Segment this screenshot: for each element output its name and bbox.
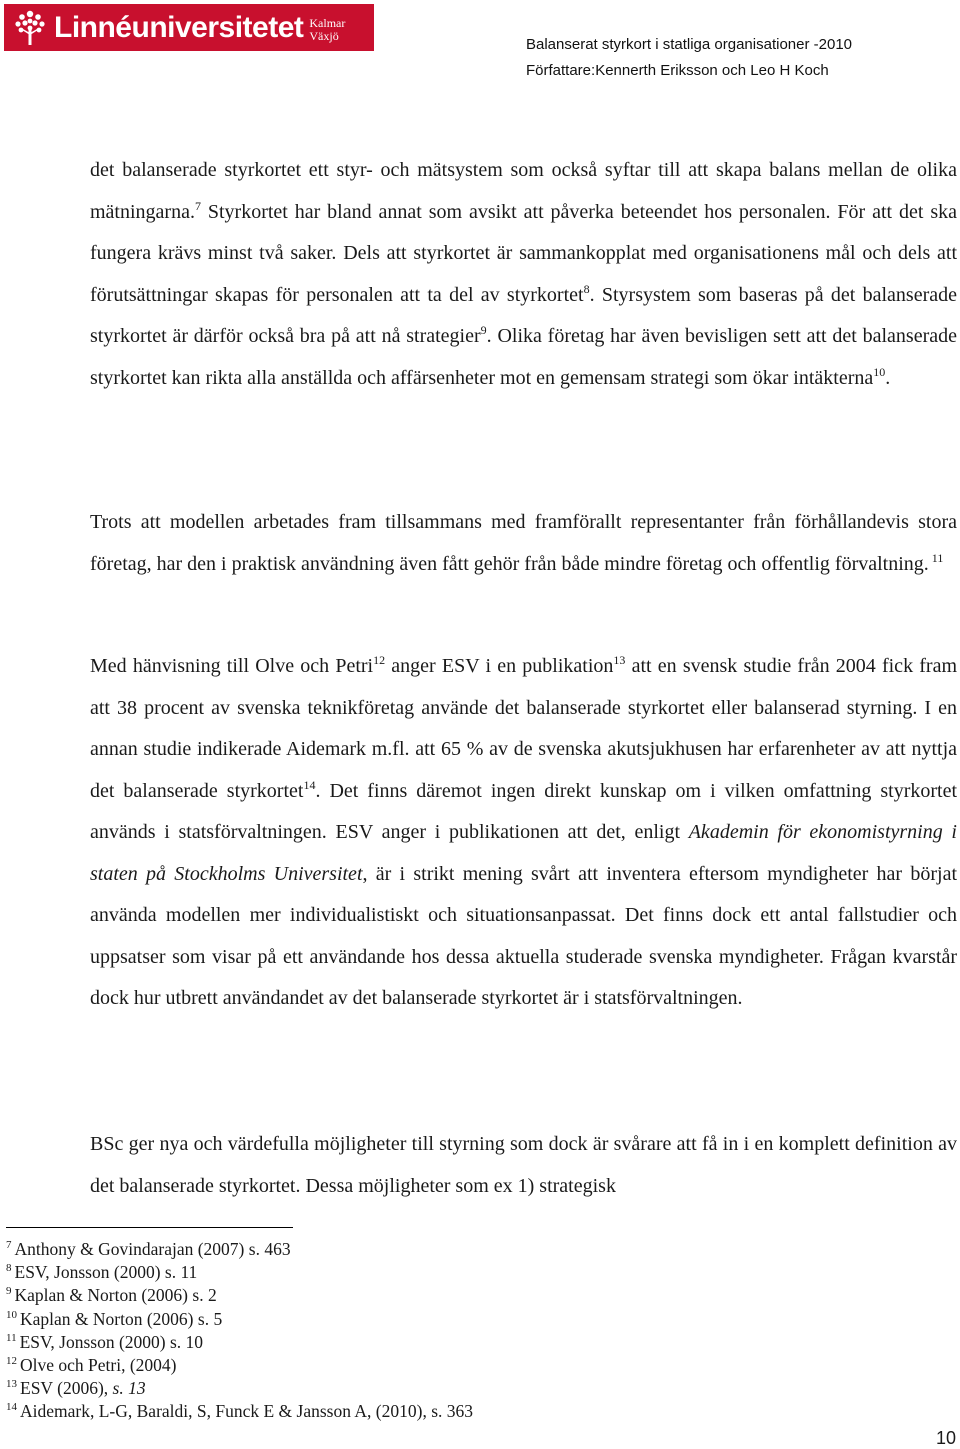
footnote-item [6, 1238, 473, 1261]
footnote-text: Aidemark, L-G, Baraldi, S, Funck E & Jansson A, (2010), s. 363 [20, 1401, 474, 1422]
header-authors: Författare:Kennerth Eriksson och Leo H Koch [526, 62, 829, 79]
italic-reference: Akademin för ekonomistyrning i staten på Stockholms Universitet [90, 821, 957, 885]
footnote-text: Kaplan & Norton (2006) s. 2 [14, 1285, 217, 1306]
footnote-ref-8[interactable]: 8 [583, 281, 590, 296]
text-span: det balanserade styrkortet ett styr- och mätsystem som också syftar till att skapa balans mellan de olika mätningarna. [90, 159, 957, 223]
text-span: Trots att modellen arbetades fram tillsammans med framförallt representanter från förhållandevis stora företag, har den i praktisk användning även fått gehör från både mindre företag och offentlig förvaltning. [90, 511, 957, 575]
page-number: 10 [935, 1428, 956, 1448]
footnote-italic: s. 13 [112, 1378, 146, 1399]
footnote-ref-7[interactable]: 7 [194, 198, 201, 213]
footnote-number: 14 [6, 1401, 17, 1414]
footnote-ref-12[interactable]: 12 [373, 653, 386, 667]
footnote-item [6, 1284, 473, 1307]
footnote-text: ESV (2006), [20, 1378, 113, 1399]
footnote-text: ESV, Jonsson (2000) s. 10 [19, 1331, 204, 1352]
footnotes-list [6, 1238, 473, 1424]
text-span: BSc ger nya och värdefulla möjligheter till styrning som dock är svårare att få in i en komplett definition av det balanserade styrkortet. Dessa möjligheter som ex 1) strategisk [90, 1133, 957, 1197]
paragraph-1 [90, 150, 957, 399]
footnote-number: 12 [6, 1355, 17, 1368]
text-span: . Olika företag har även bevisligen sett att det balanserade styrkortet kan rikta alla anställda och affärsenheter mot en gemensam strategi som ökar intäkterna [90, 325, 957, 389]
logo-campus-vaxjo: Växjö [309, 28, 339, 43]
text-span: Med hänvisning till Olve och Petri [90, 655, 374, 677]
text-span: , är i strikt mening svårt att inventera eftersom myndigheter har börjat använda modellen mer individualistiskt och situationsanpassat. Det finns dock ett antal fallstudier och uppsatser som visar på ett användande hos dessa aktuella studerade svenska myndigheter. Frågan kvarstår dock hur utbrett användandet av det balanserade styrkortet är i statsförvaltningen. [90, 862, 957, 1009]
text-span: att en svensk studie från 2004 fick fram att 38 procent av svenska teknikföretag använde det balanserade styrkortet eller balanserad styrning. I en annan studie indikerade Aidemark m.fl. att 65 % av de svenska akutsjukhusen har erfarenheter av att nyttja det balanserade styrkortet [90, 655, 958, 802]
logo-campus-kalmar: Kalmar [309, 15, 346, 30]
university-logo [4, 4, 374, 51]
footnote-number: 7 [6, 1239, 12, 1251]
text-span: anger ESV i en publikation [385, 655, 614, 677]
paragraph-3 [90, 646, 957, 1020]
logo-campuses [309, 17, 345, 43]
footnote-text: Olve och Petri, (2004) [20, 1355, 177, 1376]
footnote-number: 13 [6, 1378, 17, 1391]
paragraph-2 [90, 502, 957, 585]
footnote-item [6, 1354, 473, 1377]
footnote-text: Anthony & Govindarajan (2007) s. 463 [14, 1239, 291, 1259]
tree-logo-icon [12, 8, 48, 48]
text-span: . Styrsystem som baseras på det balanserade styrkortet är därför också bra på att nå strategier [90, 283, 957, 347]
footnote-ref-9[interactable]: 9 [480, 323, 487, 337]
footnote-text: ESV, Jonsson (2000) s. 11 [14, 1262, 198, 1283]
footnote-ref-11[interactable]: 11 [928, 550, 944, 565]
footnote-item [6, 1308, 473, 1331]
footnote-number: 8 [6, 1262, 12, 1275]
header-title: Balanserat styrkort i statliga organisationer -2010 [526, 36, 853, 53]
text-span: . Det finns däremot ingen direkt kunskap om i vilken omfattning styrkortet används i statsförvaltningen. ESV anger i publikationen att det, enligt [90, 779, 958, 843]
footnote-ref-14[interactable]: 14 [303, 777, 316, 792]
footnote-text: Kaplan & Norton (2006) s. 5 [20, 1308, 223, 1329]
logo-wordmark: Linnéuniversitetet [54, 10, 304, 44]
footnote-number: 10 [6, 1308, 17, 1321]
footnote-item [6, 1377, 473, 1400]
text-span: Styrkortet har bland annat som avsikt att påverka beteendet hos personalen. För att det ska fungera krävs minst två saker. Dels att styrkortet är sammankopplat med organisationens mål och dels att förutsättningar skapas för personalen att ta del av styrkortet [90, 200, 957, 306]
footnote-item [6, 1261, 473, 1284]
footnote-item [6, 1400, 473, 1423]
footnote-divider [6, 1227, 293, 1228]
footnote-number: 9 [6, 1285, 12, 1298]
footnote-number: 11 [6, 1331, 17, 1344]
running-header [526, 32, 852, 84]
footnote-item [6, 1331, 473, 1354]
footnote-ref-10[interactable]: 10 [873, 364, 886, 379]
paragraph-4 [90, 1124, 957, 1207]
text-span: . [885, 366, 891, 389]
footnote-ref-13[interactable]: 13 [613, 653, 626, 667]
